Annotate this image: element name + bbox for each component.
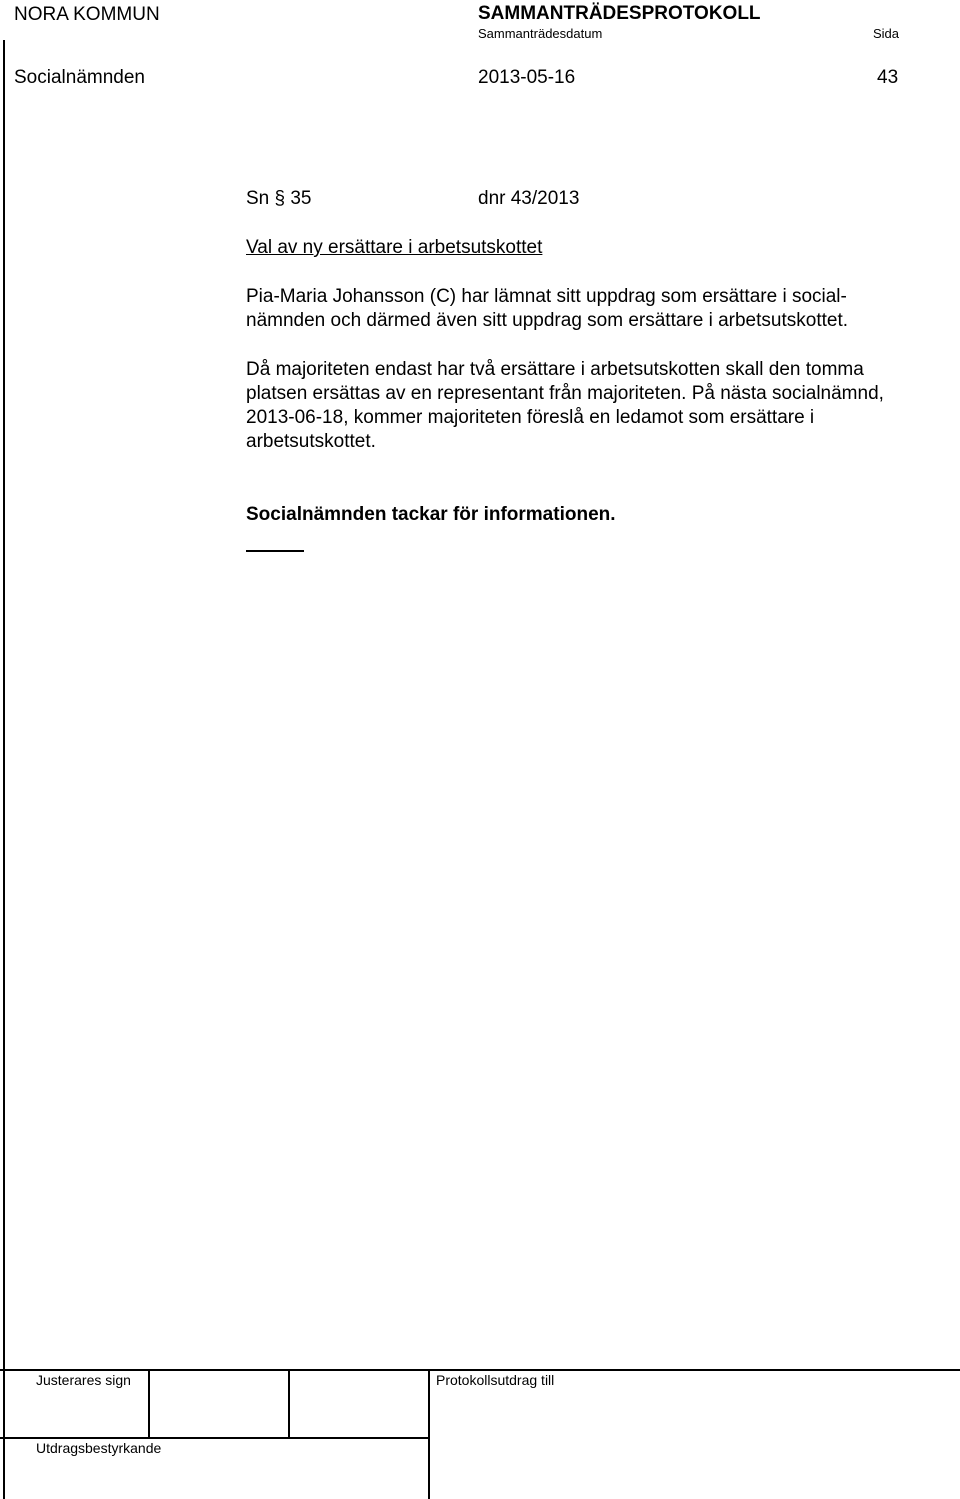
signature-label: Justerares sign xyxy=(36,1372,131,1388)
footer-divider xyxy=(428,1369,430,1499)
meeting-date-label: Sammanträdesdatum xyxy=(478,26,603,41)
committee-name: Socialnämnden xyxy=(14,67,145,88)
end-marker-line xyxy=(246,550,304,552)
footer-divider xyxy=(288,1369,290,1438)
extract-recipients-label: Protokollsutdrag till xyxy=(436,1372,555,1388)
section-number: Sn § 35 xyxy=(246,188,312,209)
footer-divider xyxy=(148,1369,150,1438)
footer-top-rule xyxy=(0,1369,960,1371)
left-margin-rule xyxy=(3,40,5,1499)
document-title: SAMMANTRÄDESPROTOKOLL xyxy=(478,3,761,24)
meeting-date: 2013-05-16 xyxy=(478,67,576,88)
footer-middle-rule xyxy=(0,1437,430,1439)
item-subject: Val av ny ersättare i arbetsutskottet xyxy=(246,237,543,258)
decision-text: Socialnämnden tackar för informationen. xyxy=(246,504,616,525)
registration-number: dnr 43/2013 xyxy=(478,188,580,209)
page-number: 43 xyxy=(877,67,899,88)
paragraph: Pia-Maria Johansson (C) har lämnat sitt uppdrag som ersättare i social-nämnden och därmed även sitt uppdrag som ersättare i arbetsutskottet. xyxy=(246,286,848,331)
organization-name: NORA KOMMUN xyxy=(14,4,160,25)
certification-label: Utdragsbestyrkande xyxy=(36,1440,162,1456)
paragraph: Då majoriteten endast har två ersättare i arbetsutskotten skall den tomma platsen ersättas av en representant från majoriteten. På nästa socialnämnd, 2013-06-18, kommer majoriteten föreslå en ledamot som ersättare i arbetsutskottet. xyxy=(246,359,884,452)
page-label: Sida xyxy=(873,26,900,41)
